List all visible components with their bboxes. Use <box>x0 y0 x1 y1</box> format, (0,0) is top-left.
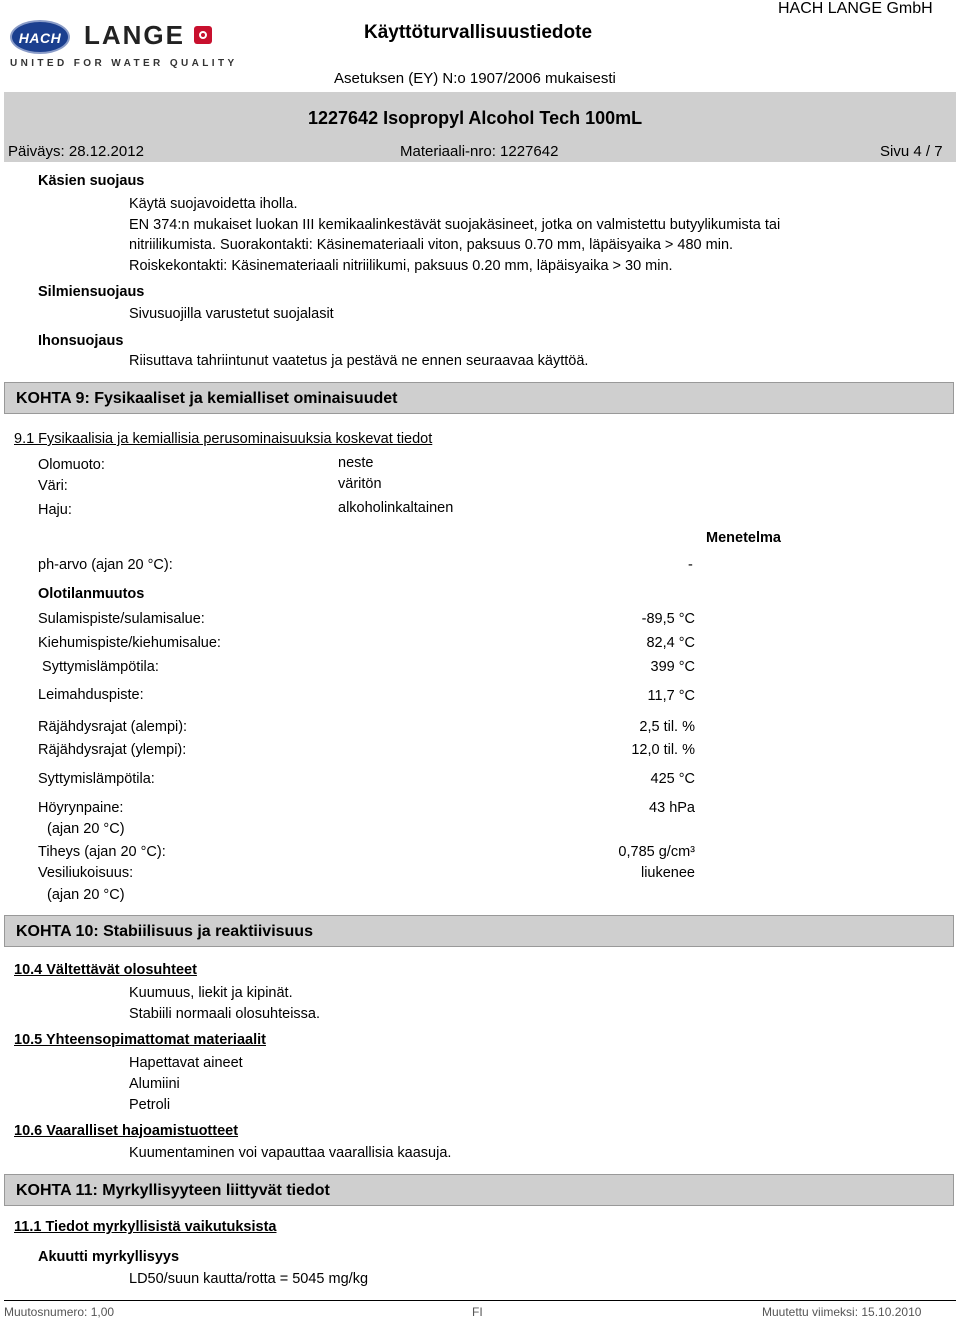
lange-logo-icon <box>194 26 212 44</box>
property-label: Olomuoto: <box>38 457 105 473</box>
skin-protection-title: Ihonsuojaus <box>38 333 124 349</box>
property-label: Tiheys (ajan 20 °C): <box>38 844 166 860</box>
ph-label: ph-arvo (ajan 20 °C): <box>38 557 173 573</box>
tagline: UNITED FOR WATER QUALITY <box>10 58 238 69</box>
property-value: 0,785 g/cm³ <box>618 844 695 860</box>
property-label: Haju: <box>38 502 72 518</box>
property-value: 43 hPa <box>649 800 695 816</box>
property-label: Räjähdysrajat (ylempi): <box>38 742 187 758</box>
hand-protection-line: nitriilikumista. Suorakontakti: Käsinemateriaali viton, paksuus 0.70 mm, läpäisyaika > 480 min. <box>129 237 734 253</box>
state-change-heading: Olotilanmuutos <box>38 586 145 602</box>
list-item: Hapettavat aineet <box>129 1055 243 1071</box>
section-11-header <box>4 1174 954 1206</box>
list-item: Kuumentaminen voi vapauttaa vaarallisia kaasuja. <box>129 1145 452 1161</box>
subsection-11-1: 11.1 Tiedot myrkyllisistä vaikutuksista <box>14 1219 277 1235</box>
product-name: 1227642 Isopropyl Alcohol Tech 100mL <box>308 108 643 128</box>
eye-protection-title: Silmiensuojaus <box>38 284 145 300</box>
section-11-title: KOHTA 11: Myrkyllisyyteen liittyvät tiedot <box>16 1182 330 1199</box>
skin-protection-text: Riisuttava tahriintunut vaatetus ja pestävä ne ennen seuraavaa käyttöä. <box>129 353 589 369</box>
property-label: Räjähdysrajat (alempi): <box>38 719 188 735</box>
footer-divider <box>4 1300 956 1301</box>
acute-toxicity-title: Akuutti myrkyllisyys <box>38 1249 180 1265</box>
property-value: 12,0 til. % <box>631 742 695 758</box>
list-item: Petroli <box>129 1097 171 1113</box>
document-title: Käyttöturvallisuustiedote <box>364 22 593 43</box>
regulation-note: Asetuksen (EY) N:o 1907/2006 mukaisesti <box>334 70 616 87</box>
hach-logo <box>10 20 70 54</box>
section-10-title: KOHTA 10: Stabiilisuus ja reaktiivisuus <box>16 923 313 940</box>
subsection-10-6: 10.6 Vaaralliset hajoamistuotteet <box>14 1123 239 1139</box>
subsection-9-1: 9.1 Fysikaalisia ja kemiallisia perusominaisuuksia koskevat tiedot <box>14 431 433 447</box>
eye-protection-text: Sivusuojilla varustetut suojalasit <box>129 306 334 322</box>
page-number: Sivu 4 / 7 <box>880 143 943 160</box>
last-modified: Muutettu viimeksi: 15.10.2010 <box>762 1305 922 1319</box>
property-value: alkoholinkaltainen <box>338 500 454 516</box>
section-10-header <box>4 915 954 947</box>
method-column-header: Menetelma <box>706 530 781 546</box>
property-label: Syttymislämpötila: <box>38 771 155 787</box>
property-label: Sulamispiste/sulamisalue: <box>38 611 205 627</box>
company-name: HACH LANGE GmbH <box>778 0 933 17</box>
list-item: Alumiini <box>129 1076 180 1092</box>
property-value: liukenee <box>640 865 695 881</box>
property-label: Vesiliukoisuus: <box>38 865 134 881</box>
acute-toxicity-value: LD50/suun kautta/rotta = 5045 mg/kg <box>129 1271 369 1287</box>
list-item: Stabiili normaali olosuhteissa. <box>129 1006 321 1022</box>
property-value: -89,5 °C <box>641 611 695 627</box>
hach-logo-text: HACH <box>18 30 62 46</box>
hand-protection-title: Käsien suojaus <box>38 173 145 189</box>
material-number: Materiaali-nro: 1227642 <box>400 143 559 160</box>
property-value: väritön <box>338 476 382 492</box>
hand-protection-line: Käytä suojavoidetta iholla. <box>129 196 298 212</box>
lange-wordmark: LANGE <box>84 20 185 50</box>
property-label-condition: (ajan 20 °C) <box>47 887 125 903</box>
list-item: Kuumuus, liekit ja kipinät. <box>129 985 293 1001</box>
ph-value: - <box>688 557 693 573</box>
property-value: 82,4 °C <box>646 635 695 651</box>
date: Päiväys: 28.12.2012 <box>8 143 144 160</box>
property-value: 399 °C <box>650 659 695 675</box>
language-code: FI <box>472 1305 483 1319</box>
section-9-title: KOHTA 9: Fysikaaliset ja kemialliset ominaisuudet <box>16 390 398 407</box>
hand-protection-line: Roiskekontakti: Käsinemateriaali nitriilikumi, paksuus 0.20 mm, läpäisyaika > 30 min. <box>129 258 673 274</box>
property-label: Syttymislämpötila: <box>38 659 159 675</box>
hand-protection-line: EN 374:n mukaiset luokan III kemikaalinkestävät suojakäsineet, jotka on valmistettu butyylikumista tai <box>129 217 781 233</box>
property-label-condition: (ajan 20 °C) <box>47 821 125 837</box>
revision-number: Muutosnumero: 1,00 <box>4 1305 115 1319</box>
property-label: Höyrynpaine: <box>38 800 124 816</box>
property-label: Kiehumispiste/kiehumisalue: <box>38 635 221 651</box>
property-value: 11,7 °C <box>647 688 695 704</box>
property-label: Väri: <box>38 478 68 494</box>
property-value: neste <box>338 455 374 471</box>
property-value: 425 °C <box>650 771 695 787</box>
section-9-header <box>4 382 954 414</box>
property-value: 2,5 til. % <box>639 719 695 735</box>
subsection-10-5: 10.5 Yhteensopimattomat materiaalit <box>14 1032 266 1048</box>
property-label: Leimahduspiste: <box>38 687 144 703</box>
subsection-10-4: 10.4 Vältettävät olosuhteet <box>14 962 197 978</box>
